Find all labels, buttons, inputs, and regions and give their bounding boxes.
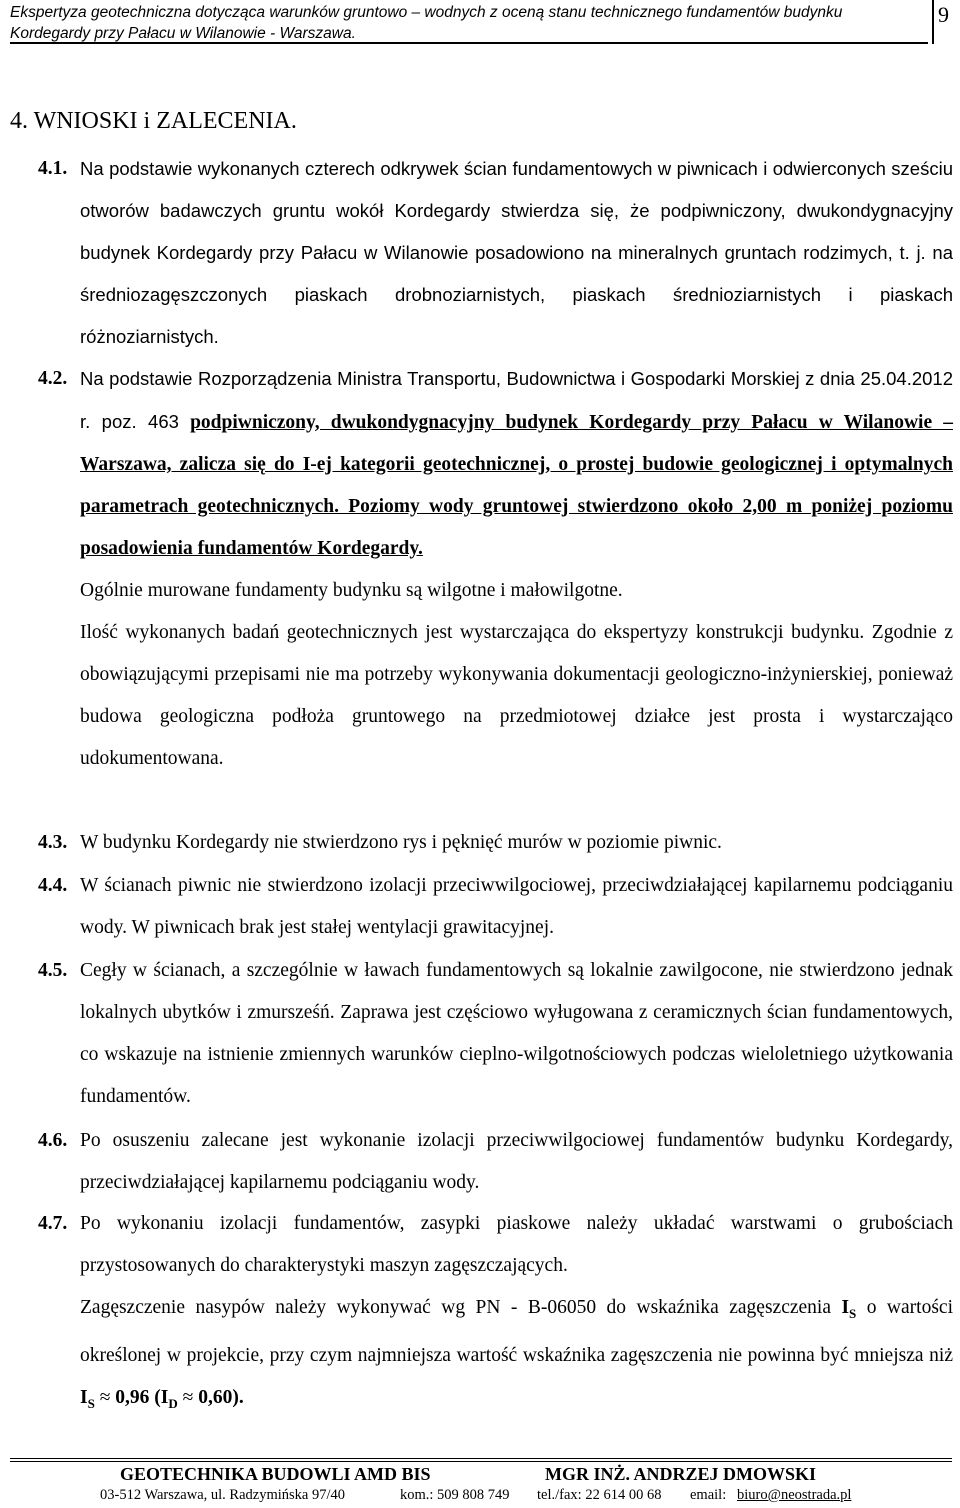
- header-title-line1: Ekspertyza geotechniczna dotycząca warunków gruntowo – wodnych z oceną stanu technicznego fundamentów budynku: [10, 4, 843, 21]
- compaction-text-2: o wartości określonej w projekcie, przy czym najmniejsza wartość wskaźnika zagęszczenia nie powinna być mniejsza niż: [80, 1297, 953, 1366]
- item-number: 4.7.: [38, 1213, 68, 1234]
- paragraph-4-2-assessment: Ilość wykonanych badań geotechnicznych jest wystarczająca do ekspertyzy konstrukcji budynku. Zgodnie z obowiązującymi przepisami nie ma potrzeby wykonywania dokumentacji geologiczno-inżynierskiej, ponieważ budowa geologiczna podłoża gruntowego na przedmiotowej działce jest prosta i wystarczająco udokumentowana.: [80, 622, 953, 769]
- paragraph-4-4: W ścianach piwnic nie stwierdzono izolacji przeciwwilgociowej, przeciwdziałającej kapilarnemu podciąganiu wody. W piwnicach brak jest stałej wentylacji grawitacyjnej.: [80, 875, 953, 938]
- footer-email-label: email:: [690, 1487, 727, 1503]
- is-symbol: I: [841, 1297, 850, 1318]
- is-subscript: S: [849, 1305, 857, 1321]
- paragraph-4-3: W budynku Kordegardy nie stwierdzono rys i pęknięć murów w poziomie piwnic.: [80, 832, 722, 853]
- footer-address: 03-512 Warszawa, ul. Radzymińska 97/40: [100, 1487, 346, 1503]
- footer-rule: [10, 1458, 952, 1459]
- is-subscript-2: S: [87, 1395, 95, 1411]
- footer-rule-2: [10, 1461, 952, 1462]
- page-number: 9: [938, 2, 949, 27]
- paragraph-4-7-compaction: Zagęszczenie nasypów należy wykonywać wg PN - B-06050 do wskaźnika zagęszczenia $I_S$ o wartości określonej w projekcie, przy czym najmniejsza wartość wskaźnika zagęszczenia nie powinna być mniejsza niż $I_S \approx 0,96$ $(I_D \approx 0,60)$.: [80, 1297, 953, 1411]
- item-number: 4.3.: [38, 832, 68, 853]
- header-divider: [932, 0, 934, 44]
- id-symbol: I: [160, 1386, 169, 1408]
- footer-phone: tel./fax: 22 614 00 68: [537, 1487, 662, 1503]
- item-number: 4.1.: [38, 158, 68, 179]
- paragraph-4-7-backfill: Po wykonaniu izolacji fundamentów, zasypki piaskowe należy układać warstwami o grubościach przystosowanych do charakterystyki maszyn zagęszczających.: [80, 1213, 953, 1276]
- footer-mobile: kom.: 509 808 749: [400, 1487, 510, 1503]
- item-number: 4.2.: [38, 368, 68, 389]
- footer-company: GEOTECHNIKA BUDOWLI AMD BIS: [120, 1464, 431, 1484]
- footer-email-link[interactable]: biuro@neostrada.pl: [737, 1487, 852, 1503]
- footer-person: MGR INŻ. ANDRZEJ DMOWSKI: [545, 1464, 817, 1484]
- compaction-value: 0,96: [115, 1386, 150, 1408]
- paragraph-4-2-note: Ogólnie murowane fundamenty budynku są wilgotne i małowilgotne.: [80, 580, 623, 601]
- density-value: 0,60).: [198, 1386, 244, 1408]
- paragraph-4-5: Cegły w ścianach, a szczególnie w ławach fundamentowych są lokalnie zawilgocone, nie stwierdzono jednak lokalnych ubytków i zmursześń. Zaprawa jest częściowo wyługowana z ceramicznych ścian fundamentowych, co wskazuje na istnienie zmiennych warunków cieplno-wilgotnościowych podczas wieloletniego użytkowania fundamentów.: [80, 960, 953, 1107]
- compaction-text-1: Zagęszczenie nasypów należy wykonywać wg PN - B-06050 do wskaźnika zagęszczenia: [80, 1297, 831, 1318]
- approx-symbol-2: ≈: [182, 1386, 194, 1408]
- header-title-line2: Kordegardy przy Pałacu w Wilanowie - Warszawa.: [10, 25, 356, 42]
- approx-symbol: ≈: [99, 1386, 111, 1408]
- page-header: [10, 0, 928, 44]
- paragraph-4-6: Po osuszeniu zalecane jest wykonanie izolacji przeciwwilgociowej fundamentów budynku Kordegardy, przeciwdziałającej kapilarnemu podciąganiu wody.: [80, 1130, 953, 1193]
- item-number: 4.4.: [38, 875, 68, 896]
- id-subscript: D: [168, 1395, 178, 1411]
- item-number: 4.6.: [38, 1130, 68, 1151]
- footer-company-row: [0, 1464, 960, 1486]
- paragraph-4-1: Na podstawie wykonanych czterech odkrywek ścian fundamentowych w piwnicach i odwierconych sześciu otworów badawczych gruntu wokół Kordegardy stwierdza się, że podpiwniczony, dwukondygnacyjny budynek Kordegardy przy Pałacu w Wilanowie posadowiono na mineralnych gruntach rodzimych, t. j. na średniozagęszczonych piaskach drobnoziarnistych, piaskach średnioziarnistych i piaskach różnoziarnistych.: [80, 158, 953, 347]
- paragraph-4-2-intro: Na podstawie Rozporządzenia Ministra Transportu, Budownictwa i Gospodarki Morskiej z dnia 25.04.2012 r. poz. 463: [80, 368, 953, 432]
- paragraph-4-7: [80, 1203, 953, 1425]
- paragraph-4-2: [80, 358, 953, 780]
- section-title: 4. WNIOSKI i ZALECENIA.: [10, 108, 297, 134]
- item-number: 4.5.: [38, 960, 68, 981]
- paragraph-4-2-conclusion: podpiwniczony, dwukondygnacyjny budynek Kordegardy przy Pałacu w Wilanowie – Warszawa, zalicza się do I-ej kategorii geotechnicznej, o prostej budowie geologicznej i optymalnych parametrach geotechnicznych. Poziomy wody gruntowej stwierdzono około 2,00 m poniżej poziomu posadowienia fundamentów Kordegardy.: [80, 412, 953, 559]
- is-symbol-2: I: [80, 1386, 88, 1408]
